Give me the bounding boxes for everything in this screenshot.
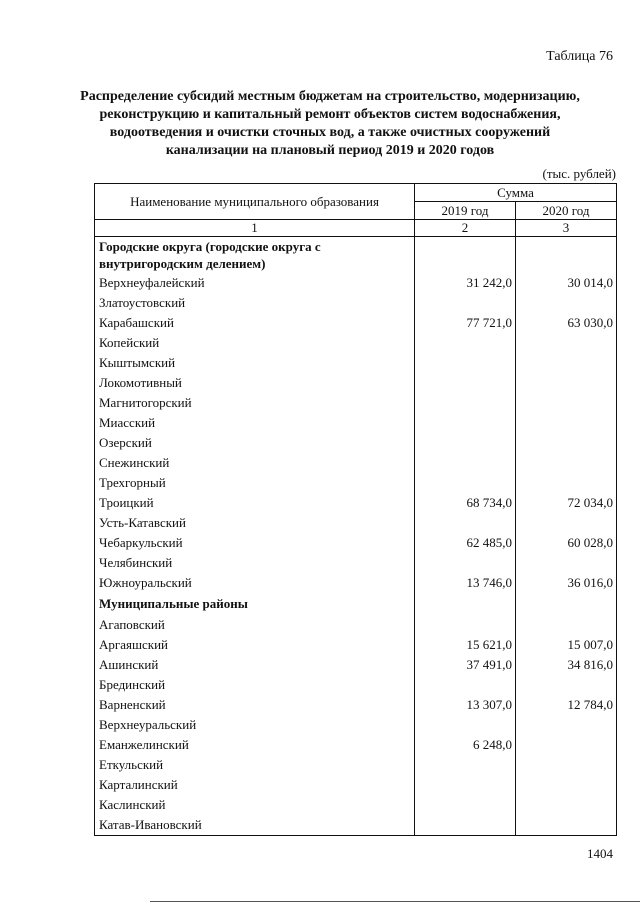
table-section-row: [95, 593, 617, 615]
amount-2020-cell: [516, 453, 617, 473]
amount-2019-cell: 13 307,0: [415, 695, 516, 715]
table-row: [95, 533, 617, 553]
table-row: [95, 353, 617, 373]
table-row: [95, 695, 617, 715]
amount-2019-cell: 13 746,0: [415, 573, 516, 593]
amount-2020-cell: [516, 373, 617, 393]
amount-2020-cell: [516, 237, 617, 274]
table-row: [95, 393, 617, 413]
municipality-name-cell: Троицкий: [95, 493, 415, 513]
municipality-name-cell: Чебаркульский: [95, 533, 415, 553]
amount-2020-cell: [516, 413, 617, 433]
amount-2019-cell: [415, 513, 516, 533]
table-header: [95, 184, 617, 237]
amount-2019-cell: 68 734,0: [415, 493, 516, 513]
amount-2020-cell: [516, 735, 617, 755]
amount-2020-cell: [516, 433, 617, 453]
municipality-name-cell: Городские округа (городские округа с внутригородским делением): [95, 237, 415, 274]
municipality-name-cell: Карталинский: [95, 775, 415, 795]
table-row: [95, 373, 617, 393]
amount-2019-cell: 37 491,0: [415, 655, 516, 675]
table-row: [95, 715, 617, 735]
municipality-name-cell: Еткульский: [95, 755, 415, 775]
amount-2019-cell: [415, 553, 516, 573]
municipality-name-cell: Усть-Катавский: [95, 513, 415, 533]
municipality-name-cell: Трехгорный: [95, 473, 415, 493]
amount-2020-cell: [516, 513, 617, 533]
amount-2019-cell: [415, 593, 516, 615]
bottom-rule: [150, 901, 640, 902]
table-row: [95, 433, 617, 453]
table-row: [95, 473, 617, 493]
amount-2019-cell: [415, 675, 516, 695]
municipality-name-cell: Карабашский: [95, 313, 415, 333]
municipality-name-cell: Муниципальные районы: [95, 593, 415, 615]
unit-note: (тыс. рублей): [542, 166, 616, 181]
amount-2020-cell: [516, 593, 617, 615]
table-row: [95, 293, 617, 313]
amount-2019-cell: [415, 795, 516, 815]
amount-2020-cell: 34 816,0: [516, 655, 617, 675]
amount-2020-cell: [516, 675, 617, 695]
municipality-name-cell: Златоустовский: [95, 293, 415, 313]
amount-2020-cell: [516, 775, 617, 795]
amount-2019-cell: [415, 433, 516, 453]
amount-2019-cell: [415, 293, 516, 313]
table-row: [95, 413, 617, 433]
municipality-name-cell: Челябинский: [95, 553, 415, 573]
amount-2019-cell: [415, 373, 516, 393]
header-year-2020: 2020 год: [516, 202, 617, 220]
municipality-name-cell: Снежинский: [95, 453, 415, 473]
table-row: [95, 313, 617, 333]
table-row: [95, 655, 617, 675]
table-row: [95, 795, 617, 815]
amount-2020-cell: [516, 293, 617, 313]
municipality-name-cell: Миасский: [95, 413, 415, 433]
table-row: [95, 513, 617, 533]
municipality-name-cell: Аргаяшский: [95, 635, 415, 655]
municipality-name-cell: Варненский: [95, 695, 415, 715]
amount-2020-cell: [516, 393, 617, 413]
municipality-name-cell: Магнитогорский: [95, 393, 415, 413]
column-number-1: 1: [95, 220, 415, 237]
header-year-2019: 2019 год: [415, 202, 516, 220]
subsidy-table: [94, 183, 617, 836]
table-row: [95, 675, 617, 695]
table-row: [95, 735, 617, 755]
amount-2019-cell: [415, 453, 516, 473]
municipality-name-cell: Агаповский: [95, 615, 415, 635]
amount-2019-cell: [415, 413, 516, 433]
page-number: 1404: [587, 846, 613, 861]
table-number: Таблица 76: [546, 49, 613, 64]
document-title: Распределение субсидий местным бюджетам на строительство, модернизацию, реконструкцию и капитальный ремонт объектов систем водоснабжения, водоотведения и очистки сточных вод, а также очистных сооружений канализации на плановый период 2019 и 2020 годов: [80, 89, 580, 158]
amount-2019-cell: 31 242,0: [415, 273, 516, 293]
table-row: [95, 615, 617, 635]
amount-2019-cell: 62 485,0: [415, 533, 516, 553]
column-number-3: 3: [516, 220, 617, 237]
amount-2019-cell: 6 248,0: [415, 735, 516, 755]
amount-2019-cell: [415, 353, 516, 373]
amount-2019-cell: [415, 393, 516, 413]
municipality-name-cell: Верхнеуфалейский: [95, 273, 415, 293]
municipality-name-cell: Еманжелинский: [95, 735, 415, 755]
amount-2019-cell: [415, 237, 516, 274]
amount-2020-cell: 36 016,0: [516, 573, 617, 593]
amount-2020-cell: [516, 553, 617, 573]
table-row: [95, 273, 617, 293]
subsidy-table-container: [94, 183, 616, 836]
amount-2019-cell: [415, 615, 516, 635]
amount-2020-cell: [516, 755, 617, 775]
amount-2020-cell: 63 030,0: [516, 313, 617, 333]
table-row: [95, 775, 617, 795]
amount-2020-cell: [516, 795, 617, 815]
amount-2020-cell: 72 034,0: [516, 493, 617, 513]
amount-2020-cell: [516, 353, 617, 373]
amount-2020-cell: [516, 715, 617, 735]
amount-2020-cell: [516, 333, 617, 353]
municipality-name-cell: Катав-Ивановский: [95, 815, 415, 836]
table-body: [95, 237, 617, 836]
amount-2019-cell: [415, 715, 516, 735]
table-row: [95, 755, 617, 775]
amount-2020-cell: [516, 473, 617, 493]
amount-2019-cell: [415, 755, 516, 775]
municipality-name-cell: Верхнеуральский: [95, 715, 415, 735]
municipality-name-cell: Копейский: [95, 333, 415, 353]
amount-2019-cell: [415, 815, 516, 836]
amount-2020-cell: 12 784,0: [516, 695, 617, 715]
table-row: [95, 815, 617, 836]
amount-2020-cell: [516, 615, 617, 635]
amount-2019-cell: 77 721,0: [415, 313, 516, 333]
municipality-name-cell: Брединский: [95, 675, 415, 695]
amount-2019-cell: [415, 473, 516, 493]
amount-2019-cell: [415, 775, 516, 795]
amount-2019-cell: 15 621,0: [415, 635, 516, 655]
municipality-name-cell: Кыштымский: [95, 353, 415, 373]
amount-2020-cell: 60 028,0: [516, 533, 617, 553]
amount-2020-cell: 15 007,0: [516, 635, 617, 655]
municipality-name-cell: Озерский: [95, 433, 415, 453]
column-number-2: 2: [415, 220, 516, 237]
table-row: [95, 493, 617, 513]
table-section-row: [95, 237, 617, 274]
municipality-name-cell: Локомотивный: [95, 373, 415, 393]
header-municipality-name: Наименование муниципального образования: [95, 184, 415, 220]
table-row: [95, 573, 617, 593]
amount-2020-cell: [516, 815, 617, 836]
header-sum: Сумма: [415, 184, 617, 202]
amount-2019-cell: [415, 333, 516, 353]
table-row: [95, 635, 617, 655]
table-row: [95, 333, 617, 353]
municipality-name-cell: Южноуральский: [95, 573, 415, 593]
amount-2020-cell: 30 014,0: [516, 273, 617, 293]
municipality-name-cell: Ашинский: [95, 655, 415, 675]
municipality-name-cell: Каслинский: [95, 795, 415, 815]
table-row: [95, 453, 617, 473]
table-row: [95, 553, 617, 573]
